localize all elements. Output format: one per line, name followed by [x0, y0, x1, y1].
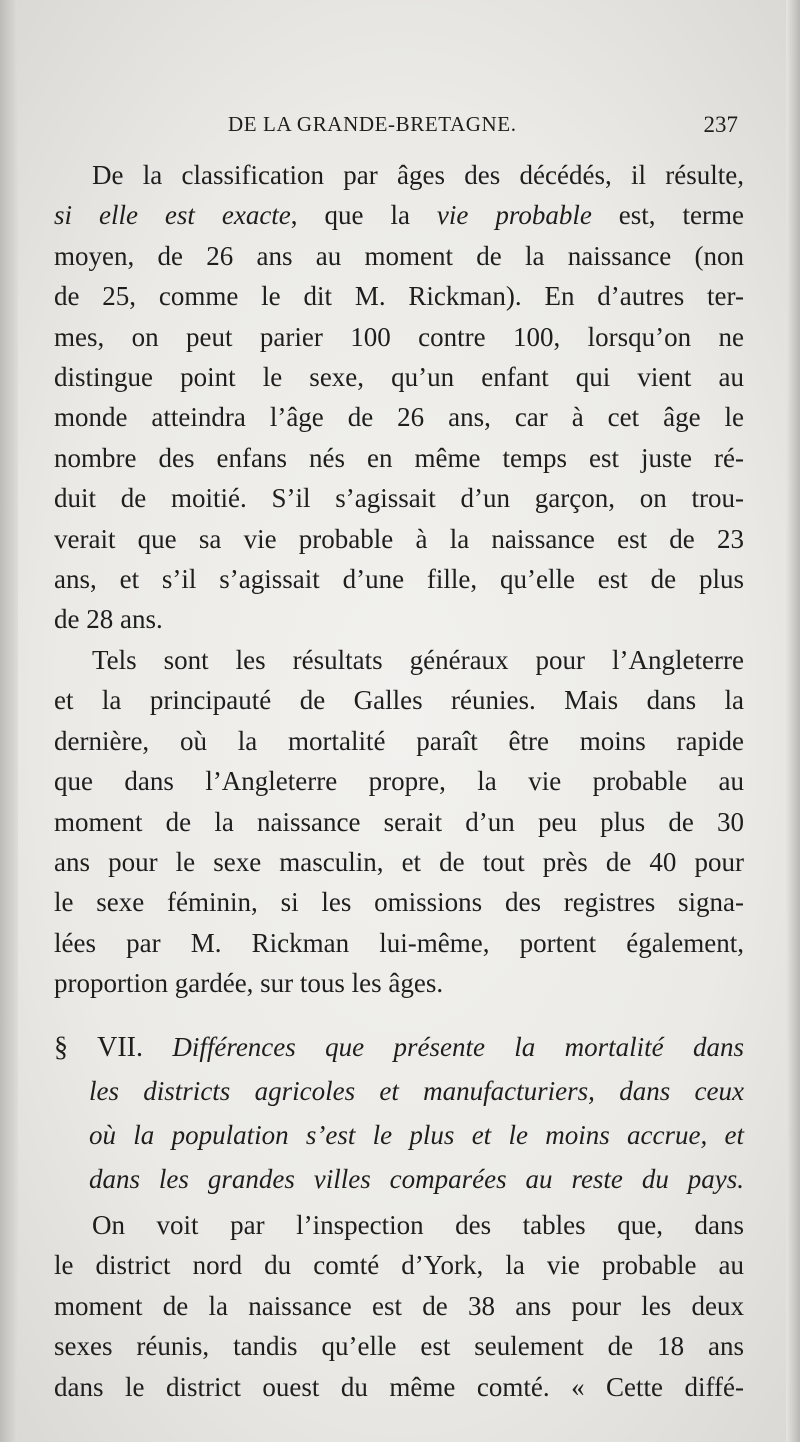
text-line: distingue point le sexe, qu’un enfant qui vient au: [54, 361, 744, 392]
text-line: de 28 ans.: [54, 604, 163, 635]
page-header: [228, 112, 738, 144]
emphasis: si elle est exacte: [54, 200, 291, 231]
paragraph: [54, 640, 744, 1004]
text-line: ans pour le sexe masculin, et de tout près de 40 pour: [54, 846, 744, 877]
text-line: que dans l’Angleterre propre, la vie probable au: [54, 766, 744, 797]
section-heading-line: dans les grandes villes comparées au reste du pays.: [89, 1164, 744, 1194]
text-line: le district nord du comté d’York, la vie probable au: [54, 1250, 744, 1281]
text-line: et la principauté de Galles réunies. Mais dans la: [54, 685, 744, 716]
text-line: On voit par l’inspection des tables que, dans: [92, 1210, 744, 1240]
text-line: moyen, de 26 ans au moment de la naissance (non: [54, 240, 744, 271]
page-edge-right: [786, 0, 800, 1442]
section-heading: [54, 1025, 744, 1201]
page-number: 237: [703, 112, 738, 137]
text-line: monde atteindra l’âge de 26 ans, car à cet âge le: [54, 402, 744, 433]
text-line: nombre des enfans nés en même temps est juste ré-: [54, 442, 744, 473]
text-line: proportion gardée, sur tous les âges.: [54, 968, 444, 999]
text-line: moment de la naissance est de 38 ans pour les deux: [54, 1290, 744, 1321]
text-line: [54, 195, 744, 235]
section-heading-line: où la population s’est le plus et le moins accrue, et: [89, 1120, 744, 1150]
text-line: moment de la naissance serait d’un peu plus de 30: [54, 806, 744, 837]
text-line: verait que sa vie probable à la naissance est de 23: [54, 523, 744, 554]
page-edge-left: [0, 0, 18, 1442]
paragraph: [54, 155, 744, 640]
text-line: De la classification par âges des décédés, il résulte,: [92, 160, 744, 190]
text-line: de 25, comme le dit M. Rickman). En d’autres ter-: [54, 281, 744, 312]
text-line: le sexe féminin, si les omissions des registres signa-: [54, 887, 744, 918]
text-line: dans le district ouest du même comté. « Cette diffé-: [54, 1371, 744, 1402]
paragraph: [54, 1205, 744, 1407]
emphasis: vie probable: [436, 200, 592, 231]
section-heading-line: [54, 1025, 744, 1069]
text-line: dernière, où la mortalité paraît être moins rapide: [54, 725, 744, 756]
text-line: duit de moitié. S’il s’agissait d’un garçon, on trou-: [54, 483, 744, 514]
text-line-content: si elle est exacte, que la vie probable est, terme: [54, 200, 744, 231]
section-title-text: Différences que présente la mortalité dans: [172, 1032, 744, 1062]
section-number: § VII.: [54, 1032, 143, 1063]
running-head: DE LA GRANDE-BRETAGNE.: [228, 112, 517, 136]
text-line: mes, on peut parier 100 contre 100, lorsqu’on ne: [54, 321, 744, 352]
text-line: sexes réunis, tandis qu’elle est seulement de 18 ans: [54, 1331, 744, 1362]
section-heading-line: les districts agricoles et manufacturiers, dans ceux: [89, 1076, 744, 1106]
text-line: Tels sont les résultats généraux pour l’Angleterre: [92, 645, 744, 675]
text-line: ans, et s’il s’agissait d’une fille, qu’elle est de plus: [54, 563, 744, 594]
text-line: lées par M. Rickman lui-même, portent également,: [54, 927, 744, 958]
